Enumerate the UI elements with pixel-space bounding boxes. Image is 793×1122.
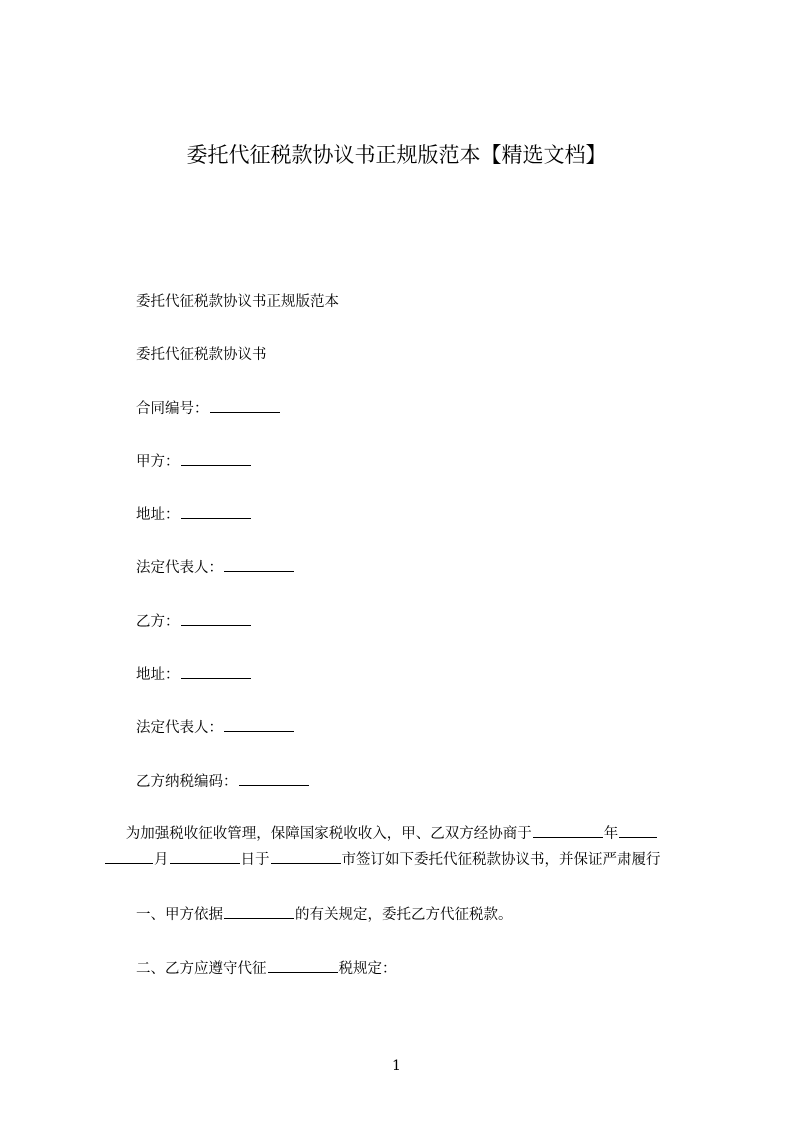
intro-text-2: 市签订如下委托代征税款协议书，并保证严肃履行 [341, 852, 661, 868]
party-b-label: 乙方： [136, 614, 180, 630]
party-b-address-label: 地址： [136, 667, 180, 683]
clause-2-blank [268, 958, 338, 973]
intro-day: 日于 [240, 852, 270, 868]
party-a-address-field [136, 504, 252, 525]
intro-line-1 [104, 823, 704, 849]
contract-number-field [136, 398, 281, 419]
clause-2-text-b: 税规定： [338, 961, 397, 977]
intro-text-1: 为加强税收征收管理，保障国家税收收入，甲、乙双方经协商于 [125, 826, 532, 842]
party-a-address-blank [181, 504, 251, 519]
intro-paragraph [104, 823, 704, 875]
party-a-representative-blank [224, 557, 294, 572]
document-subtitle: 委托代征税款协议书正规版范本 [136, 294, 339, 310]
contract-number-blank [210, 398, 280, 413]
clause-2 [136, 958, 397, 979]
intro-line-2 [104, 849, 704, 875]
clause-2-text-a: 二、乙方应遵守代征 [136, 961, 267, 977]
day-blank [170, 849, 240, 864]
party-b-representative-blank [224, 717, 294, 732]
contract-number-label: 合同编号： [136, 401, 209, 417]
intro-month: 月 [154, 852, 169, 868]
month-blank-part [619, 823, 657, 838]
party-b-field [136, 611, 252, 632]
month-blank [105, 849, 153, 864]
clause-1-text-b: 的有关规定，委托乙方代征税款。 [295, 907, 513, 923]
year-blank [533, 823, 603, 838]
clause-1-blank [224, 904, 294, 919]
party-a-representative-label: 法定代表人： [136, 560, 223, 576]
intro-year: 年 [603, 826, 619, 842]
party-b-tax-code-field [136, 771, 310, 792]
party-b-representative-label: 法定代表人： [136, 720, 223, 736]
clause-1-text-a: 一、甲方依据 [136, 907, 223, 923]
document-title: 委托代征税款协议书正规版范本【精选文档】 [186, 143, 607, 167]
party-a-blank [181, 451, 251, 466]
party-b-address-blank [181, 664, 251, 679]
party-a-label: 甲方： [136, 454, 180, 470]
party-b-blank [181, 611, 251, 626]
agreement-heading: 委托代征税款协议书 [136, 347, 267, 363]
page-number: 1 [392, 1058, 401, 1074]
party-b-tax-code-label: 乙方纳税编码： [136, 774, 238, 790]
party-a-field [136, 451, 252, 472]
clause-1 [136, 904, 513, 925]
city-blank [271, 849, 341, 864]
party-a-representative-field [136, 557, 295, 578]
party-b-tax-code-blank [239, 771, 309, 786]
party-a-address-label: 地址： [136, 507, 180, 523]
party-b-address-field [136, 664, 252, 685]
party-b-representative-field [136, 717, 295, 738]
